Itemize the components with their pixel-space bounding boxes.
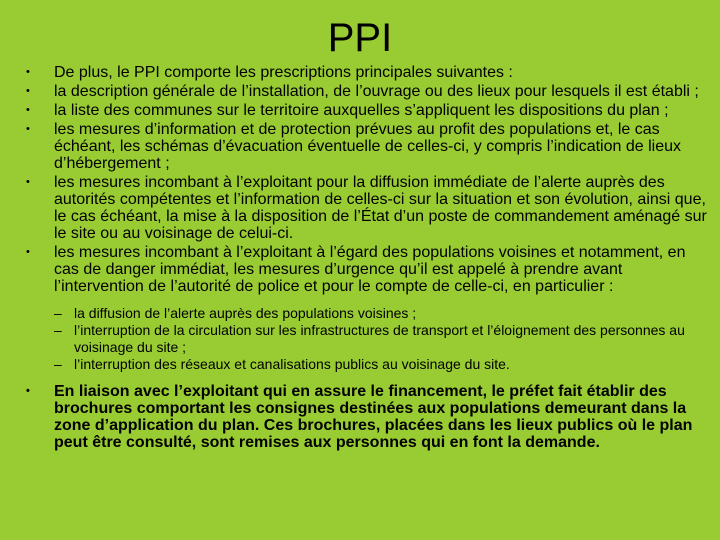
final-bullet-text: En liaison avec l’exploitant qui en assure le financement, le préfet fait établir des brochures comportant les consignes destinées aux populations demeurant dans la zone d’application du plan. Ces brochures, placées dans les lieux publics où le plan peut être consulté, sont remises aux personnes qui en font la demande.: [54, 383, 693, 451]
sub-bullet-item: [26, 305, 714, 322]
bullet-item: [26, 244, 714, 295]
bullet-text: De plus, le PPI comporte les prescriptions principales suivantes :: [54, 64, 513, 81]
bullet-icon: •: [26, 385, 30, 397]
bullet-icon: •: [26, 246, 30, 258]
dash-icon: –: [54, 322, 62, 338]
bullet-icon: •: [26, 176, 30, 188]
bullet-text: les mesures d’information et de protection prévues au profit des populations et, le cas échéant, les schémas d’évacuation éventuelle de celles-ci, y compris l’indication de lieux d’hébergement ;: [54, 121, 681, 172]
final-bullet-item: [26, 383, 714, 451]
bullet-text: les mesures incombant à l’exploitant pour la diffusion immédiate de l’alerte auprès des autorités compétentes et l’information de celles-ci sur la situation et son évolution, ainsi que, le cas échéant, la mise à la disposition de l’État d’un poste de commandement aménagé sur le site ou au voisinage de celui-ci.: [54, 174, 707, 242]
sub-bullet-text: l’interruption de la circulation sur les infrastructures de transport et l’éloignement des personnes au voisinage du site ;: [74, 322, 685, 355]
bullet-icon: •: [26, 123, 30, 135]
sub-bullet-item: [26, 322, 714, 356]
sub-bullet-item: [26, 356, 714, 373]
bullet-icon: •: [26, 104, 30, 116]
dash-icon: –: [54, 305, 62, 321]
bullet-icon: •: [26, 66, 30, 78]
sub-bullet-list: [26, 305, 714, 373]
sub-bullet-text: l’interruption des réseaux et canalisations publics au voisinage du site.: [74, 356, 510, 372]
bullet-item: [26, 121, 714, 172]
bullet-item: [26, 102, 714, 119]
sub-bullet-text: la diffusion de l’alerte auprès des populations voisines ;: [74, 305, 417, 321]
dash-icon: –: [54, 356, 62, 372]
bullet-item: [26, 174, 714, 242]
bullet-text: la liste des communes sur le territoire auxquelles s’appliquent les dispositions du plan ;: [54, 102, 669, 119]
slide-body: [26, 64, 714, 453]
bullet-icon: •: [26, 85, 30, 97]
bullet-item: [26, 83, 714, 100]
bullet-text: la description générale de l’installation, de l’ouvrage ou des lieux pour lesquels il est établi ;: [54, 83, 699, 100]
slide-title: PPI: [327, 16, 393, 60]
bullet-text: les mesures incombant à l’exploitant à l’égard des populations voisines et notamment, en cas de danger immédiat, les mesures d’urgence qu’il est appelé à prendre avant l’intervention de l’autorité de police et pour le compte de celle-ci, en particulier :: [54, 244, 686, 295]
bullet-item: [26, 64, 714, 81]
